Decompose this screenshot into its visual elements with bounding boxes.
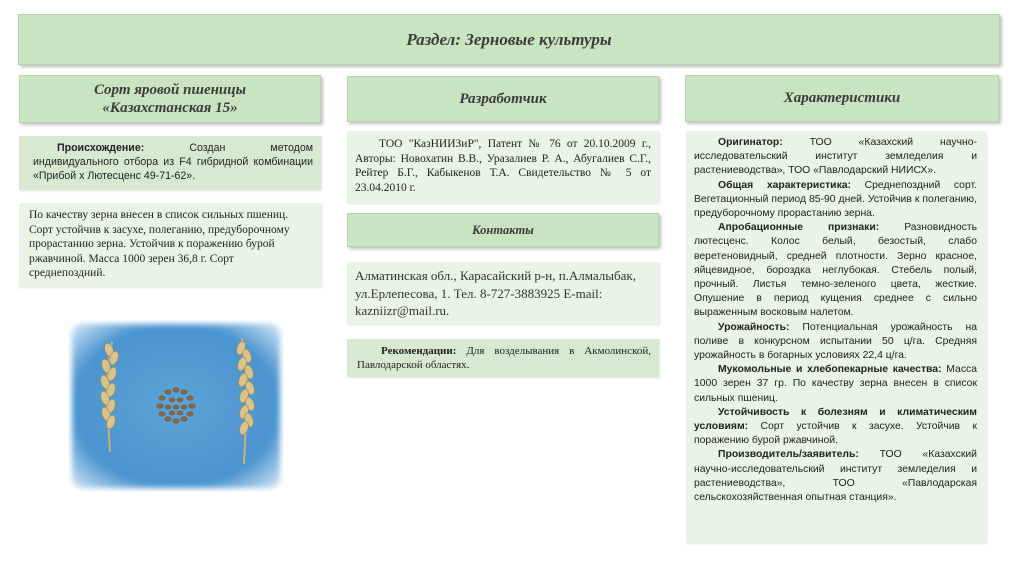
developer-title: Разработчик — [459, 90, 547, 107]
char-text: Сорт устойчив к засухе. Устойчив к поражению бурой ржавчиной. — [694, 421, 977, 447]
contacts-text: Алматинская обл., Карасайский р-н, п.Алмалыбак, ул.Ерлепесова, 1. Тел. 8-727-3883925 E-mail: kazniizr@mail.ru. — [355, 268, 636, 318]
wheat-photo — [68, 320, 284, 492]
origin-paragraph — [33, 141, 313, 183]
contacts-header — [347, 213, 659, 247]
origin-text: Создан методом индивидуального отбора из F4 гибридной комбинации «Прибой х Лютесценс 49-71-62». — [33, 142, 313, 182]
char-text: Потенциальная урожайность на поливе в конкурсном испытании 50 ц/га. Средняя урожайность в богарных условиях 22,4 ц/га. — [694, 321, 977, 362]
characteristics-panel — [686, 131, 986, 543]
char-text: ТОО «Казахский научно-исследовательский институт земледелия и растениеводства», ТОО «Павлодарская сельскохозяйственная опытная станция». — [694, 449, 977, 504]
char-label: Общая характеристика: — [718, 179, 852, 191]
developer-panel — [347, 131, 659, 203]
characteristics-header — [685, 75, 999, 122]
char-item-producer — [694, 448, 977, 505]
char-text: Разновидность лютесценс. Колос белый, безостый, слабо веретеновидный, средней плотности. Зерно красное, яйцевидное, бороздка неглубокая. Стебель полый, прочный. Листья темно-зеленого цвета, жесткие. Опушение в период кущения среднее с сильно выраженным восковым налетом. — [694, 222, 977, 319]
char-label: Производитель/заявитель: — [718, 449, 859, 461]
char-label: Урожайность: — [718, 321, 790, 333]
variety-line1: Сорт яровой пшеницы — [93, 82, 247, 98]
title-bar — [18, 14, 1000, 65]
wheat-image — [68, 320, 284, 492]
char-item-approbation — [694, 221, 977, 320]
origin-panel — [19, 136, 321, 190]
char-item-resistance — [694, 406, 977, 449]
char-label: Устойчивость к болезням и климатическим условиям: — [694, 406, 977, 433]
quality-note-text: По качеству зерна внесен в список сильных пшениц. Сорт устойчив к засухе, полеганию, предуборочному прорастанию зерна. Устойчив к поражению бурой ржавчиной. Масса 1000 зерен 36,8 г. Сорт среднепоздний. — [29, 209, 290, 279]
char-text: Среднепоздний сорт. Вегетационный период 85-90 дней. Устойчив к полеганию, предуборочному прорастанию зерна. — [694, 179, 977, 220]
recommendations-paragraph — [357, 344, 651, 372]
char-text: ТОО «Казахский научно-исследовательский институт земледелия и растениеводства», ТОО «Павлодарский НИИСХ». — [694, 137, 977, 177]
developer-text: ТОО "КазНИИЗиР", Патент № 76 от 20.10.2009 г., Авторы: Новохатин В.В., Уразалиев Р. А., Абугалиев С.Г., Рейтер Б.Г., Кабыкенов Т.А. Свидетельство № 5 от 23.04.2010 г. — [355, 138, 651, 194]
variety-line2: «Казахстанская 15» — [102, 100, 238, 116]
contacts-title: Контакты — [472, 222, 534, 237]
char-item-originator — [694, 136, 977, 179]
char-text: Масса 1000 зерен 37 гр. По качеству зерна внесен в список сильных пшениц. — [694, 364, 977, 404]
char-label: Оригинатор: — [718, 137, 783, 148]
char-item-yield — [694, 321, 977, 364]
variety-header — [19, 75, 321, 123]
characteristics-title: Характеристики — [783, 90, 901, 106]
recommendations-label: Рекомендации: — [381, 345, 457, 357]
char-label: Мукомольные и хлебопекарные качества: — [718, 364, 942, 376]
quality-note-panel — [19, 203, 321, 287]
char-item-general — [694, 179, 977, 222]
char-label: Апробационные признаки: — [718, 222, 880, 234]
char-item-milling — [694, 363, 977, 406]
origin-label: Происхождение: — [57, 142, 145, 154]
title-text: Раздел: Зерновые культуры — [406, 29, 612, 49]
developer-header — [347, 76, 659, 122]
contacts-panel — [347, 262, 659, 324]
recommendations-panel — [347, 339, 659, 377]
recommendations-text: Для возделывания в Акмолинской, Павлодарской областях. — [357, 345, 651, 371]
